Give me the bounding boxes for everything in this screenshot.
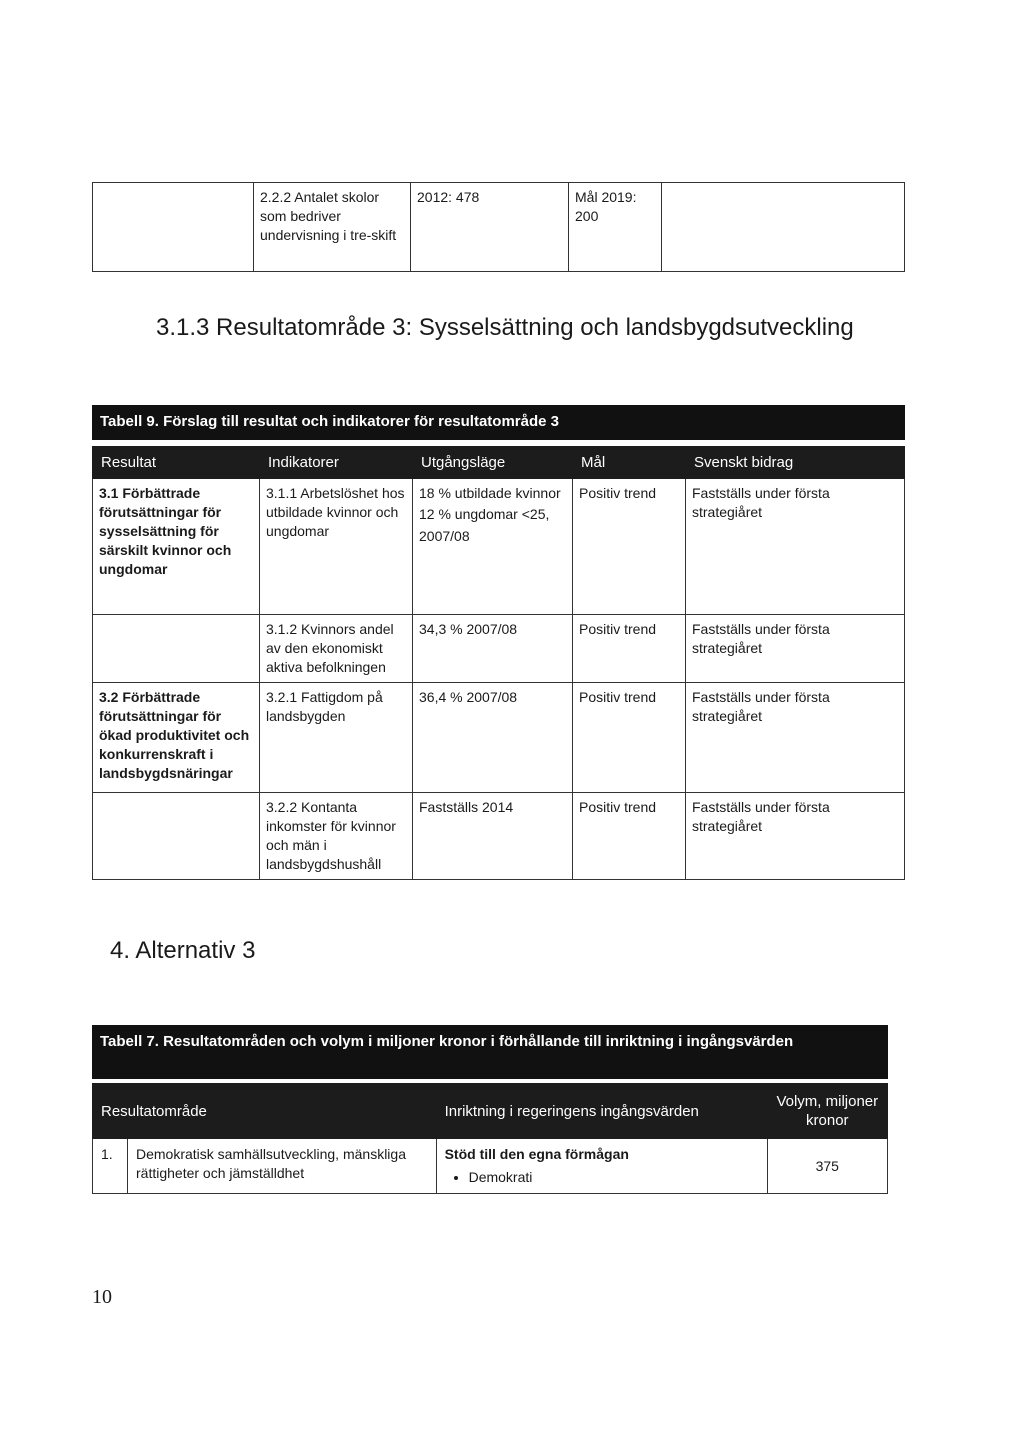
indicator-cell: 3.1.1 Arbetslöshet hos utbildade kvinnor och ungdomar	[260, 479, 413, 615]
contribution-cell: Fastställs under första strategiåret	[686, 793, 905, 880]
list-item: • Demokrati	[469, 1168, 759, 1187]
table-row	[93, 183, 905, 272]
table-header-row	[93, 447, 905, 479]
contribution-cell: Fastställs under första strategiåret	[686, 683, 905, 793]
table-row	[93, 615, 905, 683]
table-row	[93, 479, 905, 615]
baseline-cell: 34,3 % 2007/08	[413, 615, 573, 683]
table7-caption: Tabell 7. Resultatområden och volym i miljoner kronor i förhållande till inriktning i ingångsvärden	[92, 1025, 888, 1079]
row-number: 1.	[93, 1139, 128, 1194]
header-contribution: Svenskt bidrag	[686, 447, 905, 479]
contribution-cell: Fastställs under första strategiåret	[686, 479, 905, 615]
result-cell	[93, 793, 260, 880]
volume-cell: 375	[767, 1139, 887, 1194]
table-header-row	[93, 1084, 888, 1139]
baseline-line: 18 % utbildade kvinnor	[419, 485, 561, 501]
empty-cell	[662, 183, 905, 272]
header-result-area: Resultatområde	[93, 1084, 437, 1139]
header-indicators: Indikatorer	[260, 447, 413, 479]
goal-cell: Positiv trend	[573, 479, 686, 615]
indicator-cell: 3.2.2 Kontanta inkomster för kvinnor och män i landsbygdshushåll	[260, 793, 413, 880]
result-cell: 3.2 Förbättrade förutsättningar för ökad produktivitet och konkurrenskraft i landsbygdsnäringar	[93, 683, 260, 793]
header-volume: Volym, miljoner kronor	[767, 1084, 887, 1139]
baseline-cell: 36,4 % 2007/08	[413, 683, 573, 793]
table-row	[93, 793, 905, 880]
indicator-cell: 3.1.2 Kvinnors andel av den ekonomiskt aktiva befolkningen	[260, 615, 413, 683]
goal-cell: Mål 2019: 200	[569, 183, 662, 272]
goal-cell: Positiv trend	[573, 683, 686, 793]
goal-cell: Positiv trend	[573, 793, 686, 880]
indicator-cell: 2.2.2 Antalet skolor som bedriver undervisning i tre-skift	[254, 183, 411, 272]
table-row	[93, 683, 905, 793]
section-heading: 3.1.3 Resultatområde 3: Sysselsättning och landsbygdsutveckling	[156, 314, 854, 341]
direction-cell	[436, 1139, 767, 1194]
baseline-cell	[413, 479, 573, 615]
alternative-heading: 4. Alternativ 3	[110, 937, 256, 964]
table9	[92, 446, 905, 880]
continuation-table	[92, 182, 905, 272]
baseline-cell: Fastställs 2014	[413, 793, 573, 880]
baseline-line: 2007/08	[419, 528, 470, 544]
result-cell	[93, 615, 260, 683]
contribution-cell: Fastställs under första strategiåret	[686, 615, 905, 683]
baseline-line: 12 % ungdomar <25,	[419, 506, 550, 522]
header-baseline: Utgångsläge	[413, 447, 573, 479]
empty-cell	[93, 183, 254, 272]
page-number: 10	[92, 1286, 112, 1308]
direction-list	[445, 1168, 759, 1187]
table9-caption: Tabell 9. Förslag till resultat och indikatorer för resultatområde 3	[92, 405, 905, 440]
direction-title: Stöd till den egna förmågan	[444, 1146, 629, 1162]
goal-cell: Positiv trend	[573, 615, 686, 683]
header-goal: Mål	[573, 447, 686, 479]
result-cell: 3.1 Förbättrade förutsättningar för sysselsättning för särskilt kvinnor och ungdomar	[93, 479, 260, 615]
table7	[92, 1083, 888, 1194]
header-result: Resultat	[93, 447, 260, 479]
baseline-cell: 2012: 478	[411, 183, 569, 272]
table-row	[93, 1139, 888, 1194]
indicator-cell: 3.2.1 Fattigdom på landsbygden	[260, 683, 413, 793]
result-area-cell: Demokratisk samhällsutveckling, mänskliga rättigheter och jämställdhet	[128, 1139, 437, 1194]
header-direction: Inriktning i regeringens ingångsvärden	[436, 1084, 767, 1139]
